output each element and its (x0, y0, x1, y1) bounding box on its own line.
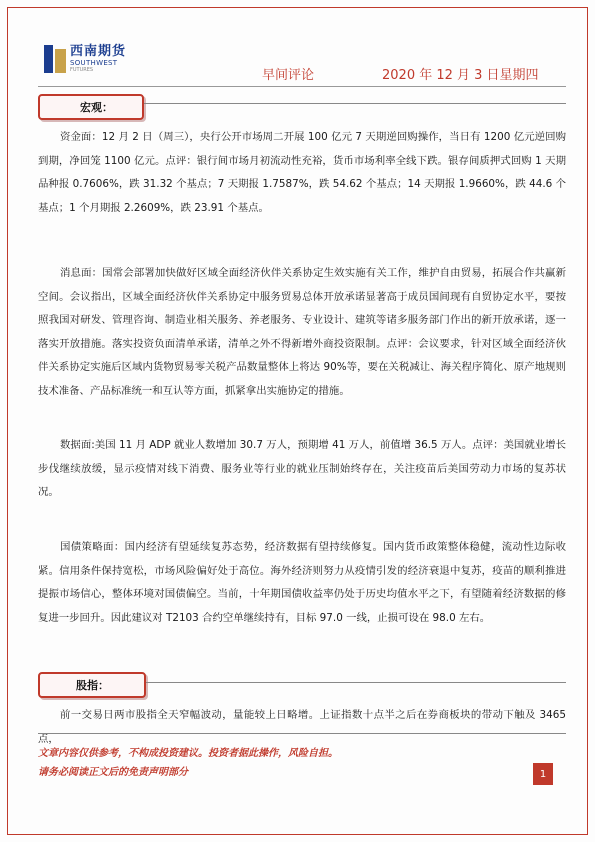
paragraph-equity: 前一交易日两市股指全天窄幅波动，量能较上日略增。上证指数十点半之后在券商板块的带动下触及 3465 点， (38, 709, 566, 745)
paragraph-funds: 资金面：12 月 2 日（周三），央行公开市场周二开展 100 亿元 7 天期逆回购操作，当日有 1200 亿元逆回购到期，净回笼 1100 亿元。点评：银行间市场月初流动性充裕，货币市场利率全线下跌。银存间质押式回购 1 天期品种报 0.7606%，跌 31.32 个基点；7 天期报 1.7587%，跌 54.62 个基点；14 天期报 1.9660%，跌 44.6 个基点；1 个月期报 2.2609%，跌 23.91 个基点。 (38, 131, 566, 214)
section-label-equity: 股指： (38, 672, 146, 698)
footer-disclaimer: 文章内容仅供参考，不构成投资建议。投资者据此操作，风险自担。 (38, 748, 338, 759)
footer-disclaimer-notice: 请务必阅读正文后的免责声明部分 (38, 767, 188, 778)
page-number: 1 (533, 763, 553, 785)
section-divider-equity (146, 682, 566, 683)
report-title: 早间评论 (262, 68, 315, 83)
logo-text-en: SOUTHWEST (70, 59, 118, 67)
section-label-macro: 宏观： (38, 94, 144, 120)
logo-text-cn: 西南期货 (70, 44, 127, 59)
paragraph-bonds: 国债策略面：国内经济有望延续复苏态势，经济数据有望持续修复。国内货币政策整体稳健，流动性边际收紧。信用条件保持宽松，市场风险偏好处于高位。海外经济则努力从疫情引发的经济衰退中复苏，疫苗的顺利推进提振市场信心，整体环境对国债偏空。当前，十年期国债收益率仍处于历史均值水平之下，有望随着经济数据的修复进一步回升。因此建议对 T2103 合约空单继续持有，目标 97.0 一线，止损可设在 98.0 左右。 (38, 541, 566, 624)
company-logo (44, 44, 126, 74)
logo-mark-icon (44, 45, 66, 73)
report-date: 2020 年 12 月 3 日星期四 (382, 68, 539, 83)
paragraph-data: 数据面:美国 11 月 ADP 就业人数增加 30.7 万人，预期增 41 万人，前值增 36.5 万人。点评：美国就业增长步伐继续放缓，显示疫情对线下消费、服务业等行业的就业压制始终存在，关注疫苗后美国劳动力市场的复苏状况。 (38, 439, 566, 499)
paragraph-news: 消息面：国常会部署加快做好区域全面经济伙伴关系协定生效实施有关工作，维护自由贸易，拓展合作共赢新空间。会议指出，区域全面经济伙伴关系协定中服务贸易总体开放承诺显著高于成员国间现有自贸协定水平，要按照我国对研发、管理咨询、制造业相关服务、养老服务、专业设计、建筑等诸多服务部门作出的新开放承诺，逐一落实开放措施。落实投资负面清单承诺，清单之外不得新增外商投资限制。点评：会议要求，针对区域全面经济伙伴关系协定实施后区域内货物贸易零关税产品数量整体上将达 90%等，要在关税减让、海关程序简化、原产地规则技术准备、产品标准统一和互认等方面，抓紧拿出实施协定的措施。 (38, 267, 566, 397)
section-divider-macro (144, 103, 566, 104)
header-divider (38, 86, 566, 87)
footer-divider (38, 733, 566, 734)
logo-text-en2: FUTURES (70, 67, 94, 73)
